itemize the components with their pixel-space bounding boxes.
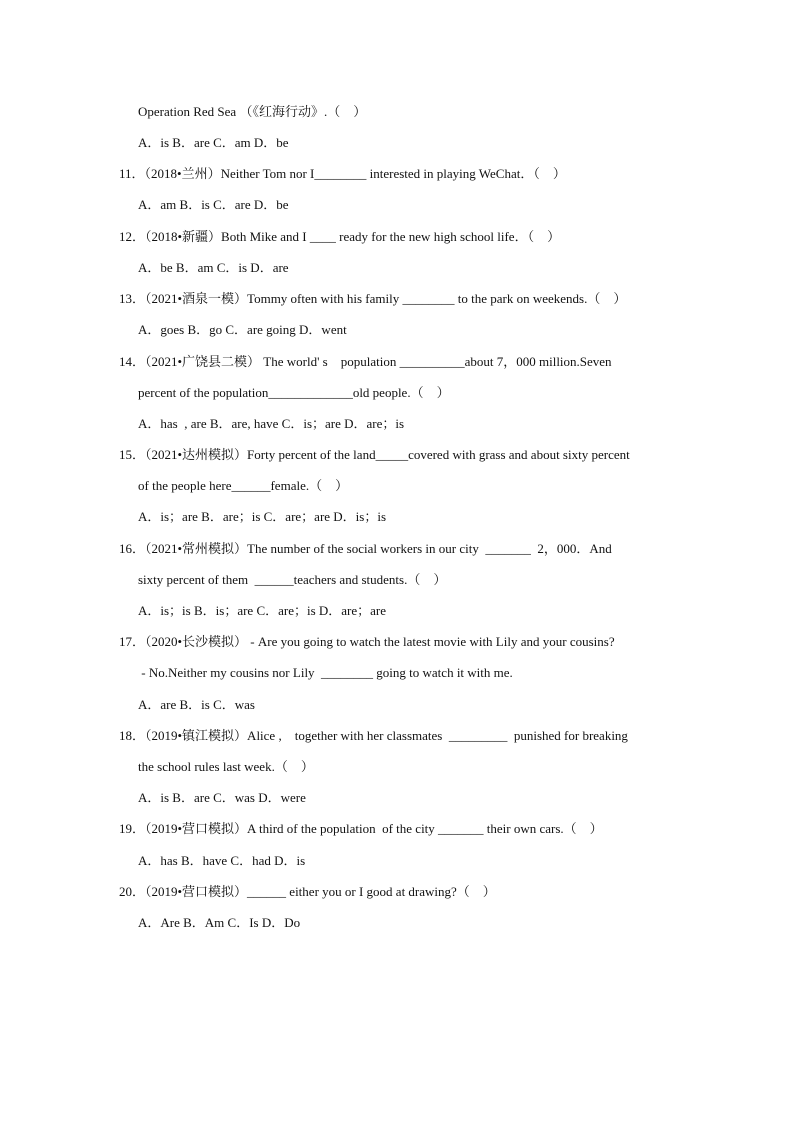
question-13-options: A．goes B．go C．are going D．went [138, 322, 347, 337]
question-18-stem-cont: the school rules last week.（ ） [138, 759, 314, 774]
question-17-stem-cont: - No.Neither my cousins nor Lily ________ going to watch it with me. [138, 665, 513, 680]
question-17-options: A．are B．is C．was [138, 697, 255, 712]
question-10-options: A．is B．are C．am D．be [138, 135, 289, 150]
question-14-options: A．has , are B．are, have C．is；are D．are；is [138, 416, 405, 431]
question-20-options: A．Are B．Am C．Is D．Do [138, 915, 301, 930]
question-20-stem: 20．（2019•营口模拟）______ either you or I good at drawing?（ ） [119, 884, 496, 899]
question-16-options: A．is；is B．is；are C．are；is D．are；are [138, 603, 387, 618]
question-14-stem: 14．（2021•广饶县二模） The world' s population __________about 7，000 million.Seven [119, 354, 612, 369]
question-19-stem: 19．（2019•营口模拟）A third of the population of the city _______ their own cars.（ ） [119, 821, 603, 836]
question-15-stem: 15．（2021•达州模拟）Forty percent of the land_____covered with grass and about sixty percent [119, 447, 630, 462]
question-10-stem-end: Operation Red Sea （《红海行动》.（ ） [138, 104, 367, 119]
question-18-options: A．is B．are C．was D．were [138, 790, 306, 805]
question-16-stem: 16．（2021•常州模拟）The number of the social workers in our city _______ 2，000．And [119, 541, 612, 556]
question-14-stem-cont: percent of the population_____________old people.（ ） [138, 385, 450, 400]
question-18-stem: 18．（2019•镇江模拟）Alice , together with her classmates _________ punished for breaking [119, 728, 628, 743]
question-15-stem-cont: of the people here______female.（ ） [138, 478, 349, 493]
question-12-options: A．be B．am C．is D．are [138, 260, 289, 275]
question-17-stem: 17．（2020•长沙模拟） - Are you going to watch the latest movie with Lily and your cousins? [119, 634, 615, 649]
question-11-options: A．am B．is C．are D．be [138, 197, 289, 212]
question-11-stem: 11．（2018•兰州）Neither Tom nor I________ interested in playing WeChat．（ ） [119, 166, 566, 181]
question-12-stem: 12．（2018•新疆）Both Mike and I ____ ready for the new high school life．（ ） [119, 229, 561, 244]
question-15-options: A．is；are B．are；is C．are；are D．is；is [138, 509, 387, 524]
question-13-stem: 13．（2021•酒泉一模）Tommy often with his family ________ to the park on weekends.（ ） [119, 291, 627, 306]
question-16-stem-cont: sixty percent of them ______teachers and students.（ ） [138, 572, 447, 587]
question-19-options: A．has B．have C．had D．is [138, 853, 306, 868]
